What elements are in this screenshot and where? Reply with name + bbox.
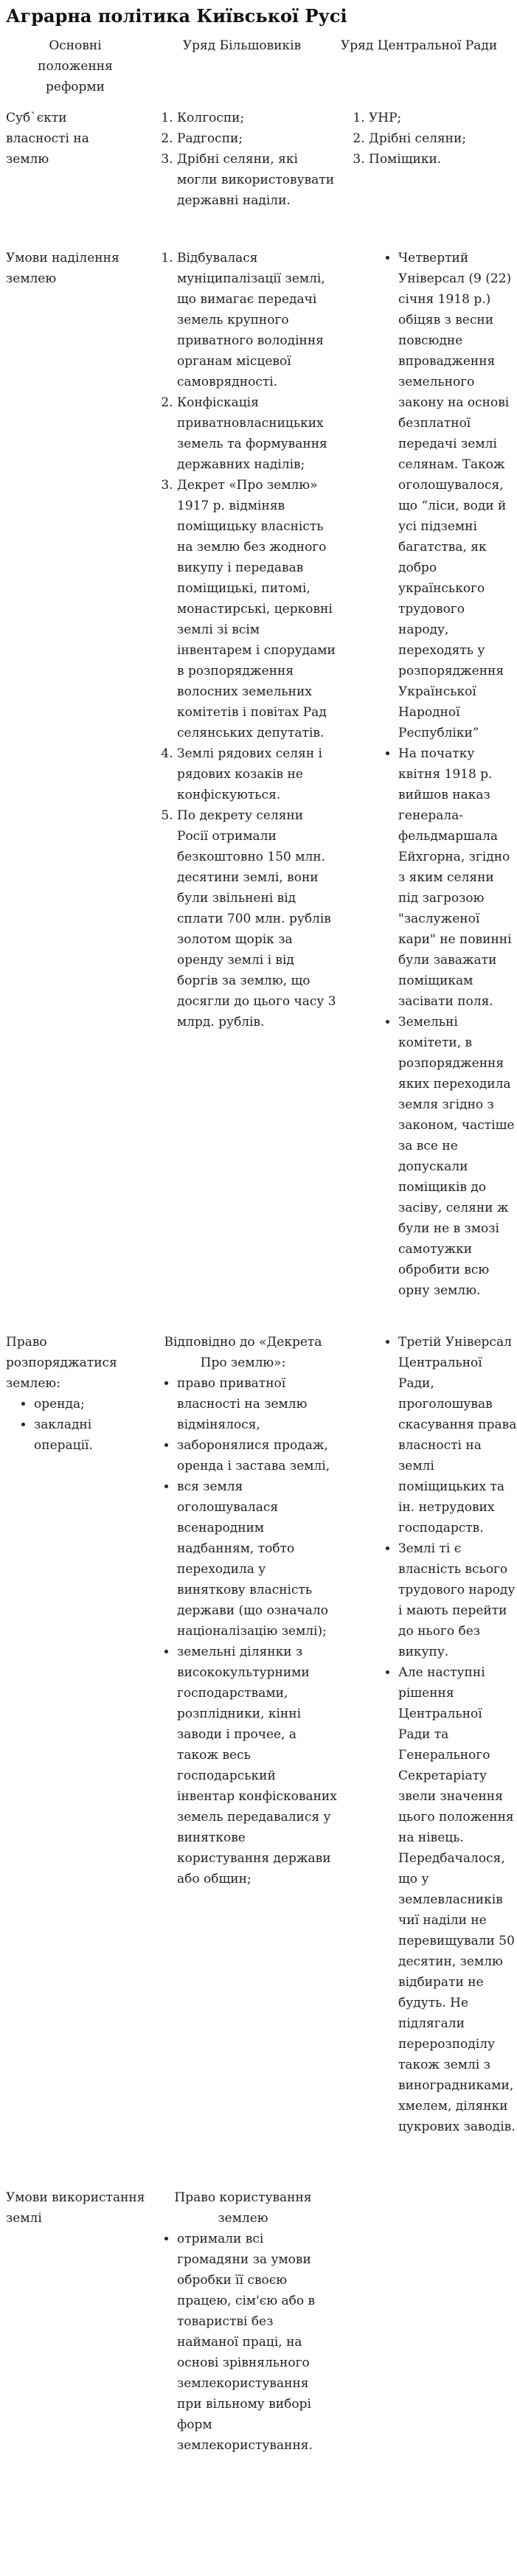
row-disposal-bolshevik <box>149 1332 337 1889</box>
row-disposal-rada <box>370 1332 517 2137</box>
row-allotment-bolshevik <box>149 248 337 1032</box>
list-item: 3. Поміщики. <box>369 149 517 170</box>
list-item: • На початку квітня 1918 р. вийшов наказ генерала-фельдмаршала Ейхгорна, згідно з яким селяни під загрозою "заслуженої кари" не повинні були заважати поміщикам засівати поля. <box>398 743 517 1012</box>
row-allotment-rada <box>370 248 517 1301</box>
list-item: • Четвертий Універсал (9 (22) січня 1918 р.) обіцяв з весни повсюдне впровадження земельного закону на основі безплатної передачі землі селянам. Також оголошувалося, що “ліси, води й усі підземні багатства, як добро українського трудового народу, переходять у розпорядження Української Народної Республіки” <box>398 248 517 743</box>
list-item: • Третій Універсал Центральної Ради, проголошував скасування права власності на землі поміщицьких та ін. нетрудових господарств. <box>398 1332 517 1538</box>
list-item: • Земельні комітети, в розпорядження яких переходила земля згідно з законом, частіше за все не допускали поміщиків до засіву, селяни ж були не в змозі самотужки обробити всю орну землю. <box>398 1012 517 1301</box>
disposal-rada-list <box>370 1332 517 2137</box>
row-subjects-rada <box>341 108 517 170</box>
disposal-bolshevik-list <box>149 1373 337 1889</box>
list-item: 1. Відбувалася муніципалізації землі, що вимагає передачі земель крупного приватного володіння органам місцевої самоврядності. <box>177 248 337 392</box>
subjects-rada-list <box>341 108 517 170</box>
disposal-label-text: Право розпоряджатися землею: <box>6 1335 117 1391</box>
list-item: • вся земля оголошувалася всенародним надбанням, тобто переходила у виняткову власність держави (що означало націоналізацію землі); <box>177 1476 337 1642</box>
list-item: • Але наступні рішення Центральної Ради та Генерального Секретаріату звели значення цього положення на нівець. Передбачалося, що у землевласників чиї наділи не перевищували 50 десятин, землю відбирати не будуть. Не підлягали перерозподілу також землі з виноградниками, хмелем, ділянки цукрових заводів. <box>398 1662 517 2137</box>
disposal-bolshevik-intro: Відповідно до «Декрета Про землю»: <box>164 1335 322 1370</box>
list-item: • право приватної власності на землю відмінялося, <box>177 1373 337 1435</box>
row-usage-label: Умови використання землі <box>6 2190 145 2226</box>
list-item: 1. Колгоспи; <box>177 108 337 128</box>
disposal-label-list <box>6 1394 146 1456</box>
list-item: 2. Конфіскація приватновласницьких земель та формування державних наділів; <box>177 392 337 475</box>
header-central-rada: Уряд Центральної Ради <box>341 38 498 53</box>
page-title: Аграрна політика Київської Русі <box>6 5 347 27</box>
list-item: • земельні ділянки з висококультурними господарствами, розплідники, кінні заводи і прочее, а також весь господарський інвентар конфіскованих земель передавалися у виняткове користування держави або общин; <box>177 1642 337 1889</box>
header-basic-provisions: Основні положення реформи <box>38 38 113 94</box>
list-item: 1. УНР; <box>369 108 517 128</box>
list-item: • заборонялися продаж, оренда і застава землі, <box>177 1435 337 1476</box>
usage-bolshevik-list <box>149 2229 337 2456</box>
subjects-bolshevik-list <box>149 108 337 211</box>
allotment-rada-list <box>370 248 517 1301</box>
row-usage-bolshevik <box>149 2187 337 2456</box>
header-bolshevik-government: Уряд Більшовиків <box>182 38 302 53</box>
row-subjects-bolshevik <box>149 108 337 211</box>
list-item: • Землі ті є власність всього трудового народу і мають перейти до нього без викупу. <box>398 1538 517 1662</box>
list-item: • закладні операції. <box>34 1414 146 1456</box>
list-item: 2. Дрібні селяни; <box>369 128 517 149</box>
row-allotment-label: Умови наділення землею <box>6 251 119 286</box>
list-item: 4. Землі рядових селян і рядових козаків не конфіскуються. <box>177 743 337 805</box>
list-item: 5. По декрету селяни Росії отримали безкоштовно 150 млн. десятини землі, вони були звільнені від сплати 700 млн. рублів золотом щорік за оренду землі і від боргів за землю, що досягли до цього часу 3 млрд. рублів. <box>177 805 337 1032</box>
row-subjects-label: Суб`єкти власності на землю <box>6 111 89 167</box>
list-item: 3. Декрет «Про землю» 1917 р. відміняв поміщицьку власність на землю без жодного викупу і передавав поміщицькі, питомі, монастирські, церковні землі зі всім інвентарем і спорудами в розпорядження волосних земельних комітетів і повітах Рад селянських депутатів. <box>177 475 337 743</box>
allotment-bolshevik-list <box>149 248 337 1032</box>
list-item: • оренда; <box>34 1394 146 1414</box>
list-item: • отримали всі громадяни за умови обробки її своєю працею, сім'єю або в товаристві без найманої праці, на основі зрівняльного землекористування при вільному виборі форм землекористування. <box>177 2229 337 2456</box>
row-disposal-label <box>6 1332 146 1456</box>
usage-bolshevik-intro: Право користування землею <box>174 2190 312 2226</box>
list-item: 3. Дрібні селяни, які могли використовувати державні наділи. <box>177 149 337 211</box>
list-item: 2. Радгоспи; <box>177 128 337 149</box>
